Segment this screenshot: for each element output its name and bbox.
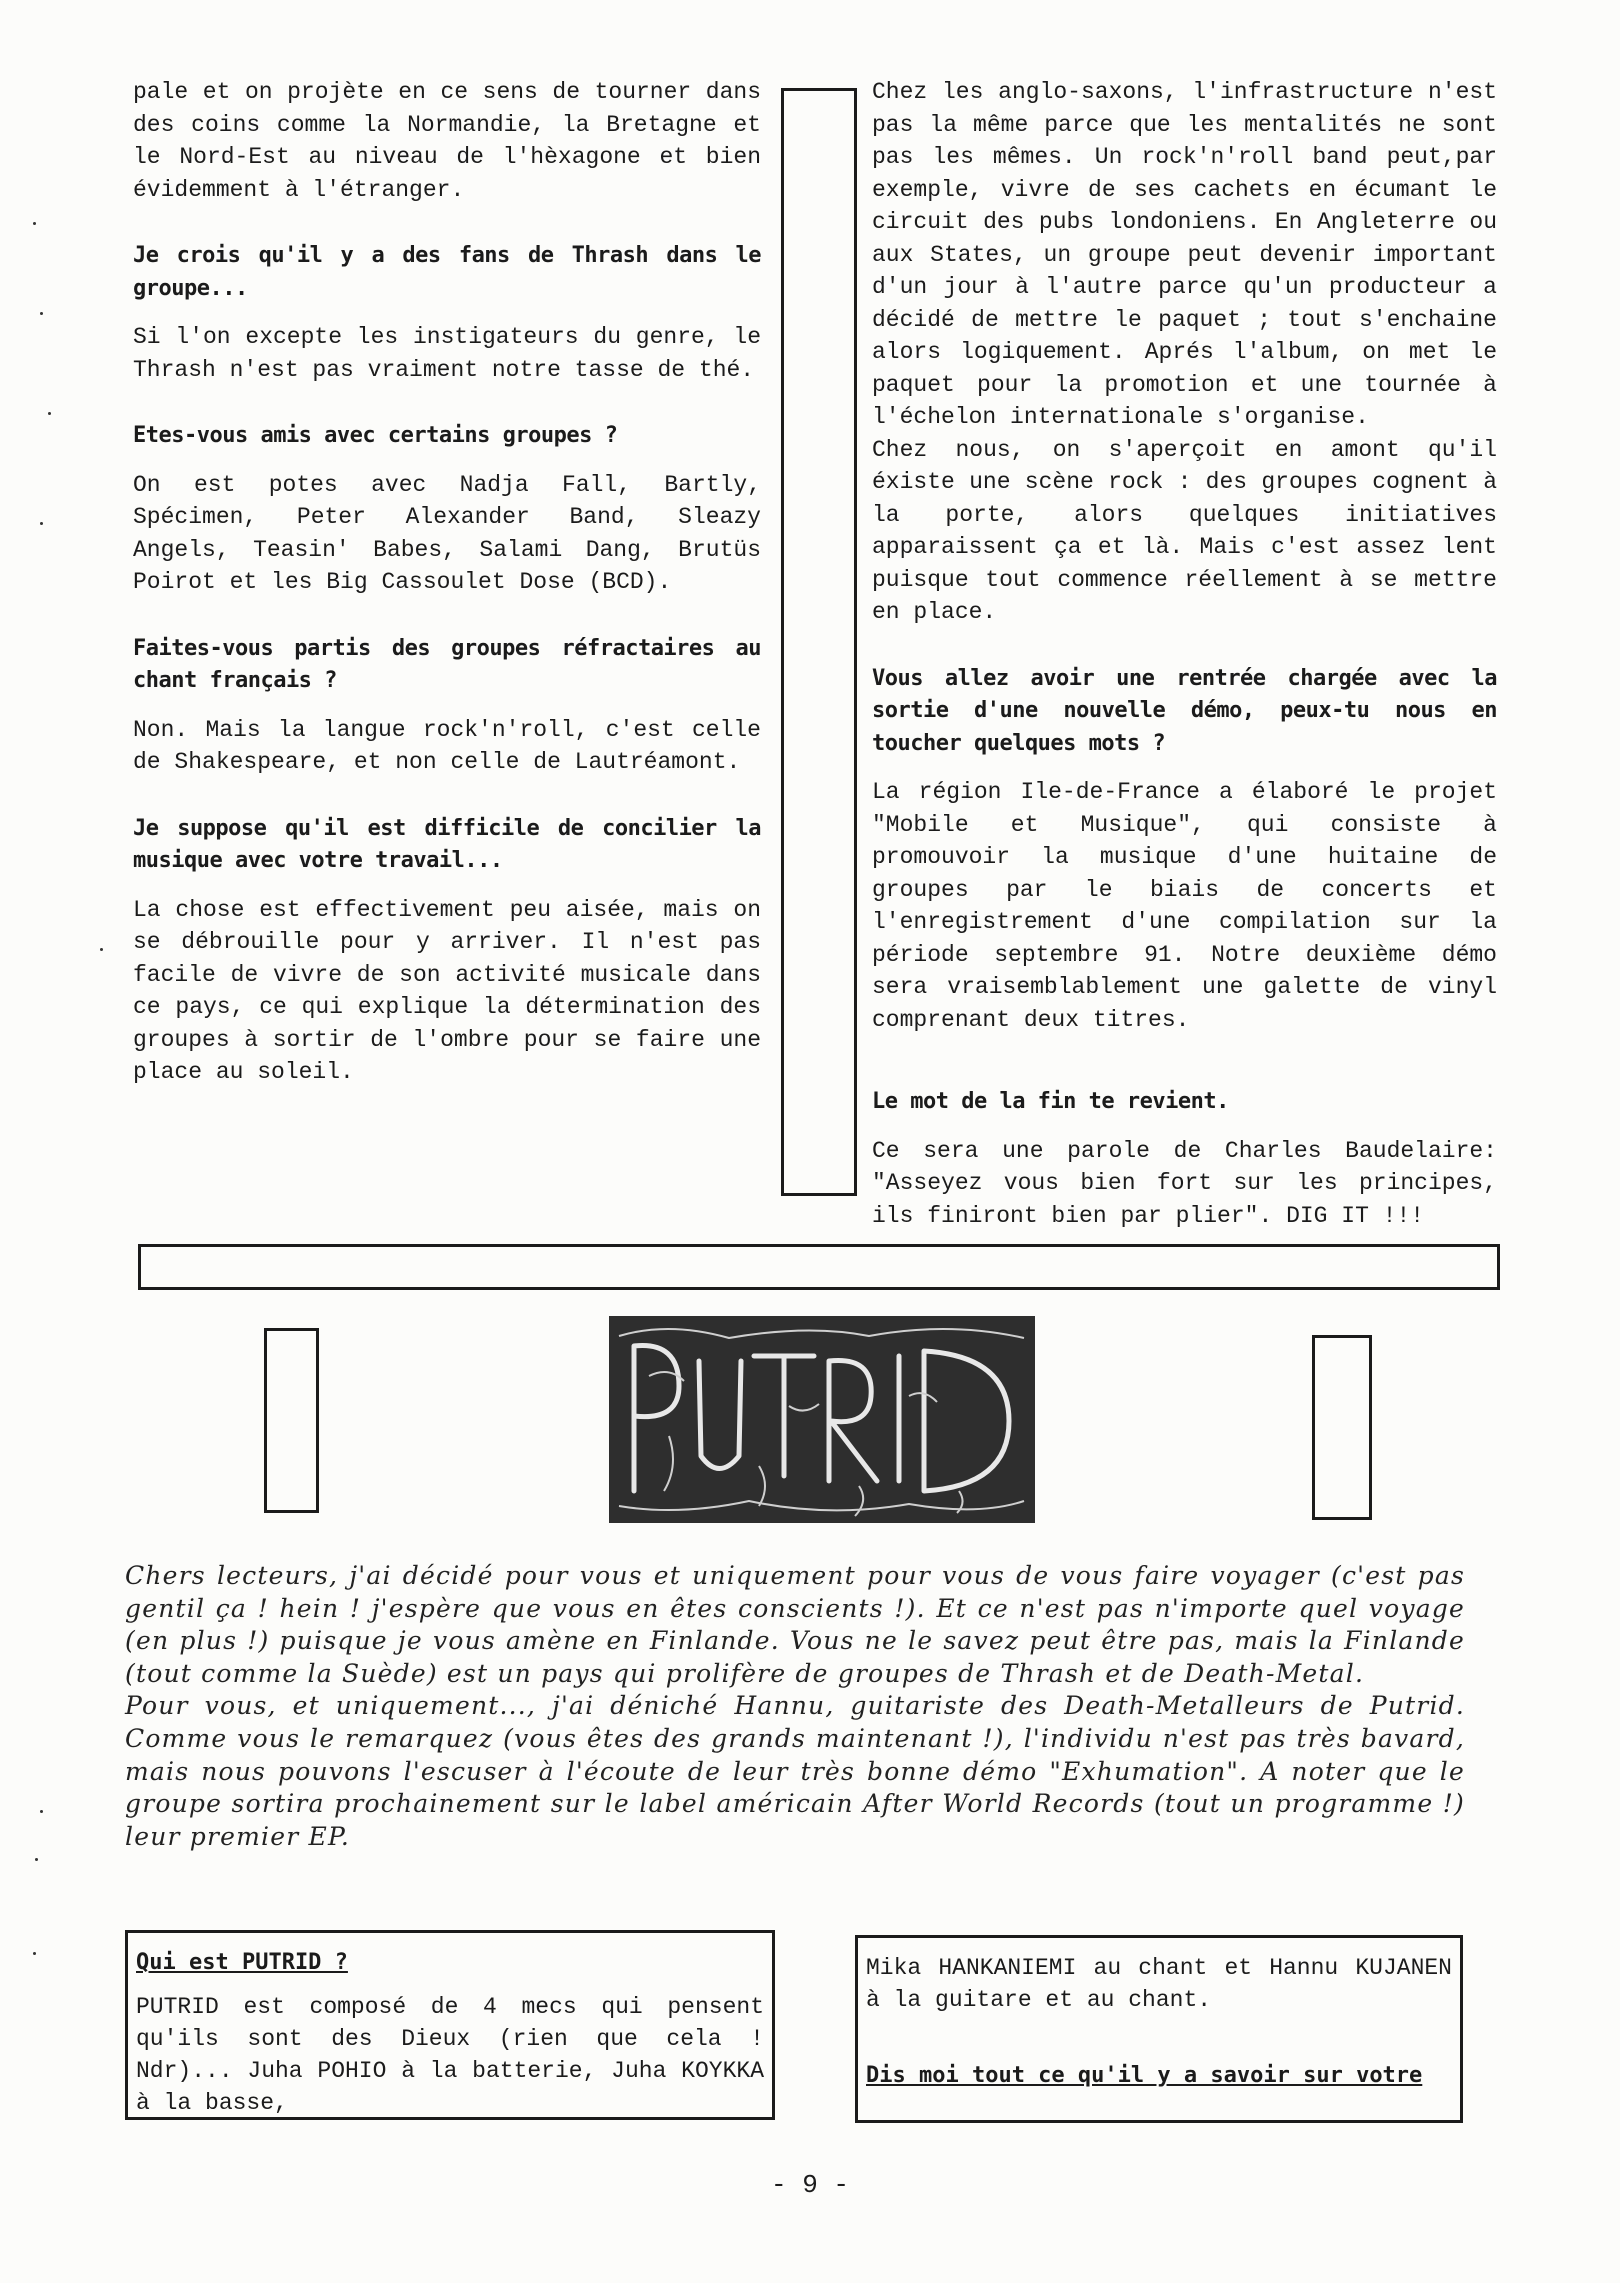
answer: pale et on projète en ce sens de tourner dans des coins comme la Normandie, la Bretagne et le Nord-Est au niveau de l'hèxagone et bien évidemment à l'étranger.: [133, 79, 761, 203]
scan-speck: [100, 948, 103, 951]
answer: Chez nous, on s'aperçoit en amont qu'il éxiste une scène rock : des groupes cognent à la porte, alors quelques initiatives apparaissent ça et là. Mais c'est assez lent puisque tout commence réellement à se mettre en place.: [872, 436, 1497, 625]
scan-speck: [33, 1952, 36, 1955]
left-column: [133, 76, 761, 1089]
intro-text: [125, 1560, 1465, 1853]
section-banner: [138, 1244, 1500, 1290]
answer: La région Ile-de-France a élaboré le projet "Mobile et Musique", qui consiste à promouvoir la musique d'une huitaine de groupes par le biais de concerts et l'enregistrement d'une compilation sur la période septembre 91. Notre deuxième démo sera vraisemblablement une galette de vinyl comprenant deux titres.: [872, 779, 1497, 1033]
scan-speck: [48, 412, 51, 415]
answer: Ce sera une parole de Charles Baudelaire: "Asseyez vous bien fort sur les principes, ils finiront bien par plier". DIG IT !!!: [872, 1137, 1497, 1229]
question: Le mot de la fin te revient.: [872, 1089, 1229, 1114]
scan-speck: [40, 522, 43, 525]
scan-speck: [40, 1810, 43, 1813]
scan-speck: [40, 312, 43, 315]
answer: La chose est effectivement peu aisée, mais on se débrouille pour y arriver. Il n'est pas facile de vivre de son activité musicale dans ce pays, ce qui explique la détermination des groupes à sortir de l'ombre pour se faire une place au soleil.: [133, 896, 761, 1085]
interview-box-right: [855, 1935, 1463, 2123]
answer: Si l'on excepte les instigateurs du genre, le Thrash n'est pas vraiment notre tasse de thé.: [133, 324, 761, 383]
putrid-logo: [609, 1316, 1035, 1523]
question: Etes-vous amis avec certains groupes ?: [133, 423, 618, 448]
intro-paragraph: Chers lecteurs, j'ai décidé pour vous et uniquement pour vous de vous faire voyager (c'est pas gentil ça ! hein ! j'espère que vous en êtes conscients !). Et ce n'est pas n'importe quel voyage (en plus !) puisque je vous amène en Finlande. Vous ne le savez peut être pas, mais la Finlande (tout comme la Suède) est un pays qui prolifère de groupes de Thrash et de Death-Metal.: [125, 1561, 1465, 1688]
answer: PUTRID est composé de 4 mecs qui pensent qu'ils sont des Dieux (rien que cela ! Ndr)... Juha POHIO à la batterie, Juha KOYKKA à la basse,: [136, 1994, 764, 2116]
question: Faites-vous partis des groupes réfractaires au chant français ?: [133, 635, 761, 693]
question: Je suppose qu'il est difficile de concilier la musique avec votre travail...: [133, 815, 761, 873]
right-column: [872, 76, 1497, 1232]
question: Qui est PUTRID ?: [136, 1950, 348, 1975]
page-number: - 9 -: [770, 2170, 849, 2200]
interview-box-left: [125, 1930, 775, 2120]
intro-paragraph: Pour vous, et uniquement..., j'ai déniché Hannu, guitariste des Death-Metalleurs de Putrid. Comme vous le remarquez (vous êtes des grands maintenant !), l'individu n'est pas très bavard, mais nous pouvons l'escuser à l'écoute de leur très bonne démo "Exhumation". A noter que le groupe sortira prochainement sur le label américain After World Records (tout un programme !) leur premier EP.: [125, 1691, 1465, 1851]
question: Vous allez avoir une rentrée chargée avec la sortie d'une nouvelle démo, peux-tu nous en toucher quelques mots ?: [872, 665, 1497, 756]
column-divider-frame: [781, 88, 857, 1196]
decorative-box-right: [1312, 1335, 1372, 1520]
answer: Non. Mais la langue rock'n'roll, c'est celle de Shakespeare, et non celle de Lautréamont.: [133, 716, 761, 775]
answer: Mika HANKANIEMI au chant et Hannu KUJANEN à la guitare et au chant.: [866, 1955, 1452, 2013]
answer: Chez les anglo-saxons, l'infrastructure n'est pas la même parce que les mentalités ne sont pas les mêmes. Un rock'n'roll band peut,par exemple, vivre de ses cachets en écumant le circuit des pubs londoniens. En Angleterre ou aux States, un groupe peut devenir important d'un jour à l'autre parce qu'un producteur a décidé de mettre le paquet ; tout s'enchaine alors logiquement. Aprés l'album, on met le paquet pour la promotion et une tournée à l'échelon internationale s'organise.: [872, 79, 1497, 430]
answer: On est potes avec Nadja Fall, Bartly, Spécimen, Peter Alexander Band, Sleazy Angels, Teasin' Babes, Salami Dang, Brutüs Poirot et les Big Cassoulet Dose (BCD).: [133, 471, 761, 595]
scan-speck: [33, 222, 36, 225]
decorative-box-left: [264, 1328, 319, 1513]
question: Dis moi tout ce qu'il y a savoir sur votre: [866, 2063, 1423, 2088]
question: Je crois qu'il y a des fans de Thrash dans le groupe...: [133, 243, 761, 301]
putrid-logo-art: [609, 1316, 1035, 1523]
scan-speck: [35, 1858, 38, 1861]
